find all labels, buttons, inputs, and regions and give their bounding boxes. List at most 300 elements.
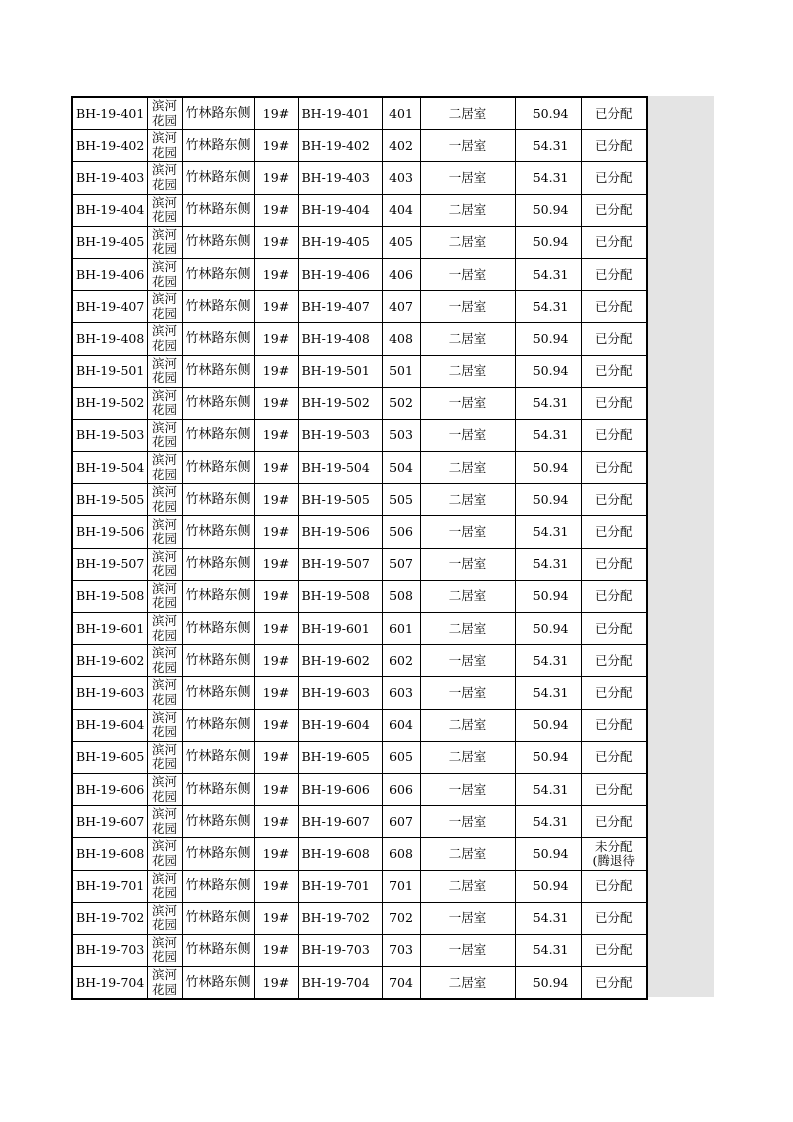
building-cell: 19#	[254, 97, 298, 130]
address-cell: 竹林路东侧	[182, 226, 254, 258]
community-name-line-2: 花园	[151, 370, 177, 386]
community-name-cell	[147, 838, 182, 870]
community-name-line-2: 花园	[151, 627, 177, 643]
room-number-cell: 606	[382, 773, 420, 805]
community-name-line-1: 滨河	[151, 484, 177, 500]
unit-code-cell: BH-19-605	[298, 741, 382, 773]
building-cell: 19#	[254, 741, 298, 773]
room-number-cell: 504	[382, 452, 420, 484]
room-type-cell: 二居室	[420, 97, 515, 130]
community-name-line-2: 花园	[151, 852, 177, 868]
status-cell: 已分配	[581, 355, 647, 387]
house-code-cell: BH-19-602	[72, 645, 147, 677]
house-code-cell: BH-19-407	[72, 291, 147, 323]
address-cell: 竹林路东侧	[182, 773, 254, 805]
status-cell: 已分配	[581, 677, 647, 709]
community-name-line-1: 滨河	[151, 580, 177, 596]
building-cell: 19#	[254, 130, 298, 162]
address-cell: 竹林路东侧	[182, 162, 254, 194]
room-type-cell: 一居室	[420, 258, 515, 290]
house-code-cell: BH-19-502	[72, 387, 147, 419]
address-cell: 竹林路东侧	[182, 934, 254, 966]
area-cell: 54.31	[515, 516, 581, 548]
building-cell: 19#	[254, 162, 298, 194]
building-cell: 19#	[254, 484, 298, 516]
address-cell: 竹林路东侧	[182, 870, 254, 902]
status-cell: 已分配	[581, 226, 647, 258]
building-cell: 19#	[254, 773, 298, 805]
room-number-cell: 402	[382, 130, 420, 162]
room-type-cell: 二居室	[420, 709, 515, 741]
room-type-cell: 二居室	[420, 870, 515, 902]
room-number-cell: 502	[382, 387, 420, 419]
community-name-line-1: 滨河	[151, 226, 177, 242]
status-cell: 已分配	[581, 452, 647, 484]
community-name-line-2: 花园	[151, 756, 177, 772]
building-cell: 19#	[254, 967, 298, 1000]
community-name-cell	[147, 870, 182, 902]
room-type-cell: 二居室	[420, 226, 515, 258]
room-number-cell: 701	[382, 870, 420, 902]
status-cell: 已分配	[581, 291, 647, 323]
area-cell: 50.94	[515, 97, 581, 130]
unit-code-cell: BH-19-401	[298, 97, 382, 130]
house-code-cell: BH-19-702	[72, 902, 147, 934]
house-code-cell: BH-19-601	[72, 613, 147, 645]
community-name-line-1: 滨河	[151, 774, 177, 790]
community-name-line-2: 花园	[151, 209, 177, 225]
area-cell: 50.94	[515, 355, 581, 387]
unit-code-cell: BH-19-407	[298, 291, 382, 323]
community-name-cell	[147, 258, 182, 290]
room-type-cell: 一居室	[420, 548, 515, 580]
unit-code-cell: BH-19-601	[298, 613, 382, 645]
table-row	[72, 516, 647, 548]
area-cell: 50.94	[515, 323, 581, 355]
unit-code-cell: BH-19-403	[298, 162, 382, 194]
building-cell: 19#	[254, 902, 298, 934]
room-type-cell: 二居室	[420, 967, 515, 1000]
building-cell: 19#	[254, 387, 298, 419]
room-number-cell: 507	[382, 548, 420, 580]
room-number-cell: 404	[382, 194, 420, 226]
building-cell: 19#	[254, 709, 298, 741]
community-name-cell	[147, 709, 182, 741]
area-cell: 54.31	[515, 677, 581, 709]
room-type-cell: 一居室	[420, 419, 515, 451]
status-cell: 已分配	[581, 580, 647, 612]
house-code-cell: BH-19-501	[72, 355, 147, 387]
community-name-cell	[147, 677, 182, 709]
table-row	[72, 355, 647, 387]
area-cell: 50.94	[515, 870, 581, 902]
house-code-cell: BH-19-604	[72, 709, 147, 741]
unit-code-cell: BH-19-402	[298, 130, 382, 162]
house-code-cell: BH-19-401	[72, 97, 147, 130]
house-code-cell: BH-19-607	[72, 806, 147, 838]
house-code-cell: BH-19-406	[72, 258, 147, 290]
community-name-line-2: 花园	[151, 531, 177, 547]
community-name-line-1: 滨河	[151, 548, 177, 564]
building-cell: 19#	[254, 645, 298, 677]
address-cell: 竹林路东侧	[182, 516, 254, 548]
table-row	[72, 677, 647, 709]
area-cell: 54.31	[515, 773, 581, 805]
community-name-line-2: 花园	[151, 788, 177, 804]
community-name-line-2: 花园	[151, 949, 177, 965]
community-name-line-1: 滨河	[151, 323, 177, 339]
house-code-cell: BH-19-608	[72, 838, 147, 870]
status-cell: 已分配	[581, 97, 647, 130]
status-cell: 已分配	[581, 902, 647, 934]
address-cell: 竹林路东侧	[182, 677, 254, 709]
area-cell: 50.94	[515, 613, 581, 645]
address-cell: 竹林路东侧	[182, 452, 254, 484]
area-cell: 50.94	[515, 967, 581, 1000]
room-type-cell: 二居室	[420, 452, 515, 484]
community-name-cell	[147, 291, 182, 323]
status-cell: 已分配	[581, 548, 647, 580]
community-name-cell	[147, 97, 182, 130]
community-name-cell	[147, 355, 182, 387]
community-name-cell	[147, 516, 182, 548]
community-name-cell	[147, 773, 182, 805]
room-type-cell: 二居室	[420, 323, 515, 355]
building-cell: 19#	[254, 291, 298, 323]
community-name-line-2: 花园	[151, 466, 177, 482]
room-number-cell: 508	[382, 580, 420, 612]
status-line-2: (腾退待	[592, 852, 635, 868]
building-cell: 19#	[254, 226, 298, 258]
room-type-cell: 一居室	[420, 806, 515, 838]
community-name-line-2: 花园	[151, 885, 177, 901]
room-number-cell: 501	[382, 355, 420, 387]
unit-code-cell: BH-19-508	[298, 580, 382, 612]
community-name-cell	[147, 548, 182, 580]
address-cell: 竹林路东侧	[182, 709, 254, 741]
community-name-line-2: 花园	[151, 434, 177, 450]
address-cell: 竹林路东侧	[182, 806, 254, 838]
room-number-cell: 403	[382, 162, 420, 194]
community-name-line-1: 滨河	[151, 259, 177, 275]
table-row	[72, 97, 647, 130]
unit-code-cell: BH-19-503	[298, 419, 382, 451]
room-type-cell: 一居室	[420, 291, 515, 323]
table-row	[72, 258, 647, 290]
community-name-line-2: 花园	[151, 691, 177, 707]
status-cell: 已分配	[581, 934, 647, 966]
status-cell: 已分配	[581, 130, 647, 162]
community-name-cell	[147, 226, 182, 258]
community-name-line-1: 滨河	[151, 98, 177, 114]
building-cell: 19#	[254, 452, 298, 484]
house-code-cell: BH-19-402	[72, 130, 147, 162]
unit-code-cell: BH-19-704	[298, 967, 382, 1000]
room-type-cell: 一居室	[420, 130, 515, 162]
room-type-cell: 二居室	[420, 838, 515, 870]
community-name-line-1: 滨河	[151, 452, 177, 468]
table-row	[72, 806, 647, 838]
room-number-cell: 405	[382, 226, 420, 258]
community-name-cell	[147, 484, 182, 516]
table-row	[72, 709, 647, 741]
table-row	[72, 838, 647, 870]
community-name-line-2: 花园	[151, 820, 177, 836]
unit-code-cell: BH-19-504	[298, 452, 382, 484]
community-name-line-2: 花园	[151, 305, 177, 321]
building-cell: 19#	[254, 806, 298, 838]
address-cell: 竹林路东侧	[182, 355, 254, 387]
community-name-line-2: 花园	[151, 241, 177, 257]
community-name-cell	[147, 967, 182, 1000]
unit-code-cell: BH-19-703	[298, 934, 382, 966]
area-cell: 50.94	[515, 709, 581, 741]
table-row	[72, 741, 647, 773]
status-cell: 已分配	[581, 162, 647, 194]
area-cell: 54.31	[515, 419, 581, 451]
status-cell: 已分配	[581, 516, 647, 548]
table-row	[72, 194, 647, 226]
room-type-cell: 一居室	[420, 934, 515, 966]
status-cell: 已分配	[581, 484, 647, 516]
community-name-cell	[147, 194, 182, 226]
address-cell: 竹林路东侧	[182, 902, 254, 934]
table-row	[72, 773, 647, 805]
unit-code-cell: BH-19-701	[298, 870, 382, 902]
status-cell: 已分配	[581, 773, 647, 805]
community-name-cell	[147, 934, 182, 966]
unit-code-cell: BH-19-603	[298, 677, 382, 709]
address-cell: 竹林路东侧	[182, 130, 254, 162]
building-cell: 19#	[254, 677, 298, 709]
house-code-cell: BH-19-605	[72, 741, 147, 773]
house-code-cell: BH-19-403	[72, 162, 147, 194]
address-cell: 竹林路东侧	[182, 645, 254, 677]
building-cell: 19#	[254, 934, 298, 966]
status-cell: 已分配	[581, 387, 647, 419]
community-name-line-1: 滨河	[151, 967, 177, 983]
address-cell: 竹林路东侧	[182, 613, 254, 645]
area-cell: 54.31	[515, 902, 581, 934]
table-body	[72, 97, 647, 999]
area-cell: 54.31	[515, 806, 581, 838]
house-code-cell: BH-19-507	[72, 548, 147, 580]
table-row	[72, 613, 647, 645]
community-name-cell	[147, 452, 182, 484]
community-name-line-1: 滨河	[151, 741, 177, 757]
status-cell: 已分配	[581, 323, 647, 355]
house-code-cell: BH-19-505	[72, 484, 147, 516]
area-cell: 50.94	[515, 838, 581, 870]
table-row	[72, 645, 647, 677]
community-name-cell	[147, 130, 182, 162]
community-name-line-1: 滨河	[151, 516, 177, 532]
building-cell: 19#	[254, 580, 298, 612]
room-type-cell: 一居室	[420, 773, 515, 805]
community-name-line-1: 滨河	[151, 130, 177, 146]
community-name-cell	[147, 419, 182, 451]
room-type-cell: 一居室	[420, 516, 515, 548]
building-cell: 19#	[254, 613, 298, 645]
address-cell: 竹林路东侧	[182, 838, 254, 870]
room-type-cell: 二居室	[420, 580, 515, 612]
house-code-cell: BH-19-506	[72, 516, 147, 548]
building-cell: 19#	[254, 258, 298, 290]
unit-code-cell: BH-19-604	[298, 709, 382, 741]
community-name-line-1: 滨河	[151, 645, 177, 661]
house-code-cell: BH-19-603	[72, 677, 147, 709]
house-code-cell: BH-19-701	[72, 870, 147, 902]
room-number-cell: 401	[382, 97, 420, 130]
community-name-line-2: 花园	[151, 337, 177, 353]
area-cell: 54.31	[515, 548, 581, 580]
building-cell: 19#	[254, 838, 298, 870]
table-row	[72, 291, 647, 323]
room-type-cell: 一居室	[420, 677, 515, 709]
table-row	[72, 934, 647, 966]
room-type-cell: 一居室	[420, 162, 515, 194]
area-cell: 54.31	[515, 258, 581, 290]
room-number-cell: 704	[382, 967, 420, 1000]
house-code-cell: BH-19-704	[72, 967, 147, 1000]
status-cell: 已分配	[581, 741, 647, 773]
unit-code-cell: BH-19-405	[298, 226, 382, 258]
table-row	[72, 548, 647, 580]
room-number-cell: 505	[382, 484, 420, 516]
area-cell: 54.31	[515, 645, 581, 677]
room-number-cell: 607	[382, 806, 420, 838]
room-number-cell: 407	[382, 291, 420, 323]
unit-code-cell: BH-19-606	[298, 773, 382, 805]
house-code-cell: BH-19-405	[72, 226, 147, 258]
community-name-line-1: 滨河	[151, 806, 177, 822]
community-name-line-2: 花园	[151, 498, 177, 514]
room-type-cell: 一居室	[420, 902, 515, 934]
room-number-cell: 603	[382, 677, 420, 709]
community-name-line-1: 滨河	[151, 162, 177, 178]
table-row	[72, 387, 647, 419]
house-code-cell: BH-19-703	[72, 934, 147, 966]
unit-code-cell: BH-19-702	[298, 902, 382, 934]
table-row	[72, 419, 647, 451]
status-cell: 已分配	[581, 709, 647, 741]
area-cell: 54.31	[515, 291, 581, 323]
community-name-line-1: 滨河	[151, 387, 177, 403]
building-cell: 19#	[254, 870, 298, 902]
unit-code-cell: BH-19-607	[298, 806, 382, 838]
house-code-cell: BH-19-606	[72, 773, 147, 805]
community-name-line-1: 滨河	[151, 934, 177, 950]
area-cell: 50.94	[515, 580, 581, 612]
community-name-line-2: 花园	[151, 659, 177, 675]
address-cell: 竹林路东侧	[182, 419, 254, 451]
room-number-cell: 604	[382, 709, 420, 741]
unit-code-cell: BH-19-506	[298, 516, 382, 548]
community-name-cell	[147, 613, 182, 645]
community-name-line-1: 滨河	[151, 355, 177, 371]
status-line-1: 未分配	[594, 838, 633, 854]
area-cell: 54.31	[515, 934, 581, 966]
status-cell	[581, 838, 647, 870]
community-name-line-1: 滨河	[151, 902, 177, 918]
area-cell: 50.94	[515, 226, 581, 258]
status-cell: 已分配	[581, 806, 647, 838]
room-type-cell: 一居室	[420, 387, 515, 419]
room-type-cell: 二居室	[420, 741, 515, 773]
address-cell: 竹林路东侧	[182, 97, 254, 130]
community-name-line-1: 滨河	[151, 194, 177, 210]
unit-code-cell: BH-19-406	[298, 258, 382, 290]
table-row	[72, 967, 647, 1000]
address-cell: 竹林路东侧	[182, 484, 254, 516]
area-cell: 50.94	[515, 741, 581, 773]
room-type-cell: 一居室	[420, 645, 515, 677]
address-cell: 竹林路东侧	[182, 258, 254, 290]
community-name-line-2: 花园	[151, 176, 177, 192]
gray-margin-band	[647, 96, 714, 997]
address-cell: 竹林路东侧	[182, 194, 254, 226]
table-row	[72, 452, 647, 484]
community-name-line-2: 花园	[151, 112, 177, 128]
room-type-cell: 二居室	[420, 194, 515, 226]
community-name-line-1: 滨河	[151, 870, 177, 886]
community-name-line-2: 花园	[151, 981, 177, 997]
unit-code-cell: BH-19-404	[298, 194, 382, 226]
room-type-cell: 二居室	[420, 613, 515, 645]
community-name-line-1: 滨河	[151, 291, 177, 307]
status-cell: 已分配	[581, 967, 647, 1000]
room-number-cell: 605	[382, 741, 420, 773]
community-name-cell	[147, 387, 182, 419]
community-name-cell	[147, 323, 182, 355]
table-row	[72, 226, 647, 258]
room-number-cell: 702	[382, 902, 420, 934]
area-cell: 50.94	[515, 484, 581, 516]
building-cell: 19#	[254, 516, 298, 548]
address-cell: 竹林路东侧	[182, 291, 254, 323]
status-cell: 已分配	[581, 645, 647, 677]
house-code-cell: BH-19-504	[72, 452, 147, 484]
building-cell: 19#	[254, 548, 298, 580]
room-number-cell: 406	[382, 258, 420, 290]
address-cell: 竹林路东侧	[182, 387, 254, 419]
building-cell: 19#	[254, 419, 298, 451]
community-name-cell	[147, 162, 182, 194]
house-code-cell: BH-19-408	[72, 323, 147, 355]
building-cell: 19#	[254, 194, 298, 226]
room-number-cell: 703	[382, 934, 420, 966]
community-name-cell	[147, 580, 182, 612]
address-cell: 竹林路东侧	[182, 580, 254, 612]
table-row	[72, 870, 647, 902]
community-name-cell	[147, 806, 182, 838]
area-cell: 54.31	[515, 387, 581, 419]
community-name-line-2: 花园	[151, 563, 177, 579]
table-row	[72, 902, 647, 934]
unit-code-cell: BH-19-502	[298, 387, 382, 419]
community-name-line-2: 花园	[151, 595, 177, 611]
address-cell: 竹林路东侧	[182, 548, 254, 580]
unit-code-cell: BH-19-507	[298, 548, 382, 580]
area-cell: 50.94	[515, 452, 581, 484]
unit-code-cell: BH-19-408	[298, 323, 382, 355]
area-cell: 54.31	[515, 162, 581, 194]
housing-allocation-table	[71, 96, 648, 1000]
room-number-cell: 408	[382, 323, 420, 355]
address-cell: 竹林路东侧	[182, 323, 254, 355]
area-cell: 54.31	[515, 130, 581, 162]
community-name-line-2: 花园	[151, 144, 177, 160]
